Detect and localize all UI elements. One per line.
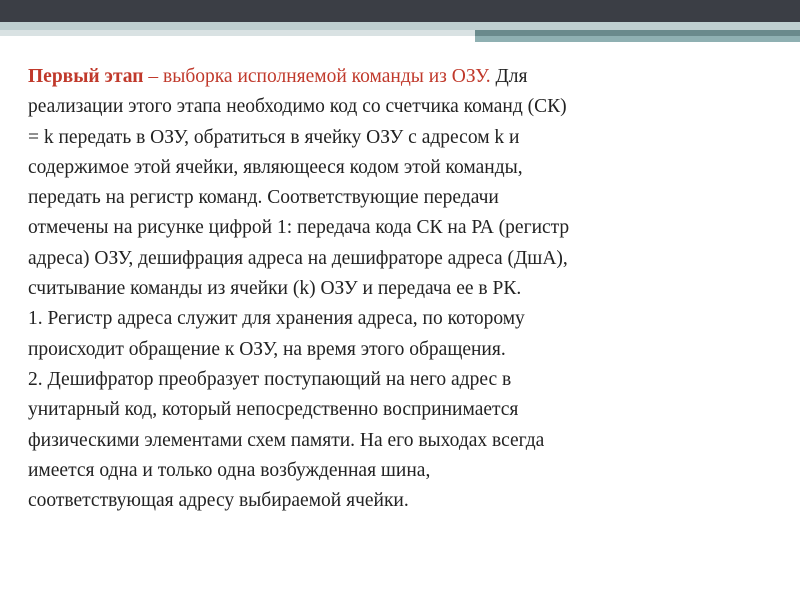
text-line-1-tail: Для [490,66,528,87]
text-line: содержимое этой ячейки, являющееся кодом этой команды, [28,156,523,178]
stage-heading-rest: – выборка исполняемой команды из ОЗУ. [143,66,491,87]
text-line-1 [28,62,773,92]
text-line: унитарный код, который непосредственно воспринимается [28,399,519,421]
header-stripe-light [0,22,800,30]
text-line: 1. Регистр адреса служит для хранения адреса, по которому [28,308,525,330]
stage-heading: Первый этап [28,66,144,87]
text-line: передать на регистр команд. Соответствующие передачи [28,187,499,209]
text-line: 2. Дешифратор преобразует поступающий на него адрес в [28,368,512,390]
header-stripe-teal-light [475,36,800,42]
text-line: отмечены на рисунке цифрой 1: передача кода СК на РА (регистр [28,217,570,239]
text-line: происходит обращение к ОЗУ, на время этого обращения. [28,338,506,360]
header-bar [0,0,800,22]
text-line: считывание команды из ячейки (k) ОЗУ и передача ее в РК. [28,278,522,300]
header-stripe-grey [0,30,475,36]
text-line: = k передать в ОЗУ, обратиться в ячейку ОЗУ с адресом k и [28,126,520,148]
text-line: имеется одна и только одна возбужденная шина, [28,459,431,481]
text-line: соответствующая адресу выбираемой ячейки. [28,490,409,512]
text-line: физическими элементами схем памяти. На его выходах всегда [28,429,545,451]
text-line: реализации этого этапа необходимо код со счетчика команд (СК) [28,96,567,118]
slide-text [28,62,773,516]
text-line: адреса) ОЗУ, дешифрация адреса на дешифраторе адреса (ДшА), [28,247,568,269]
